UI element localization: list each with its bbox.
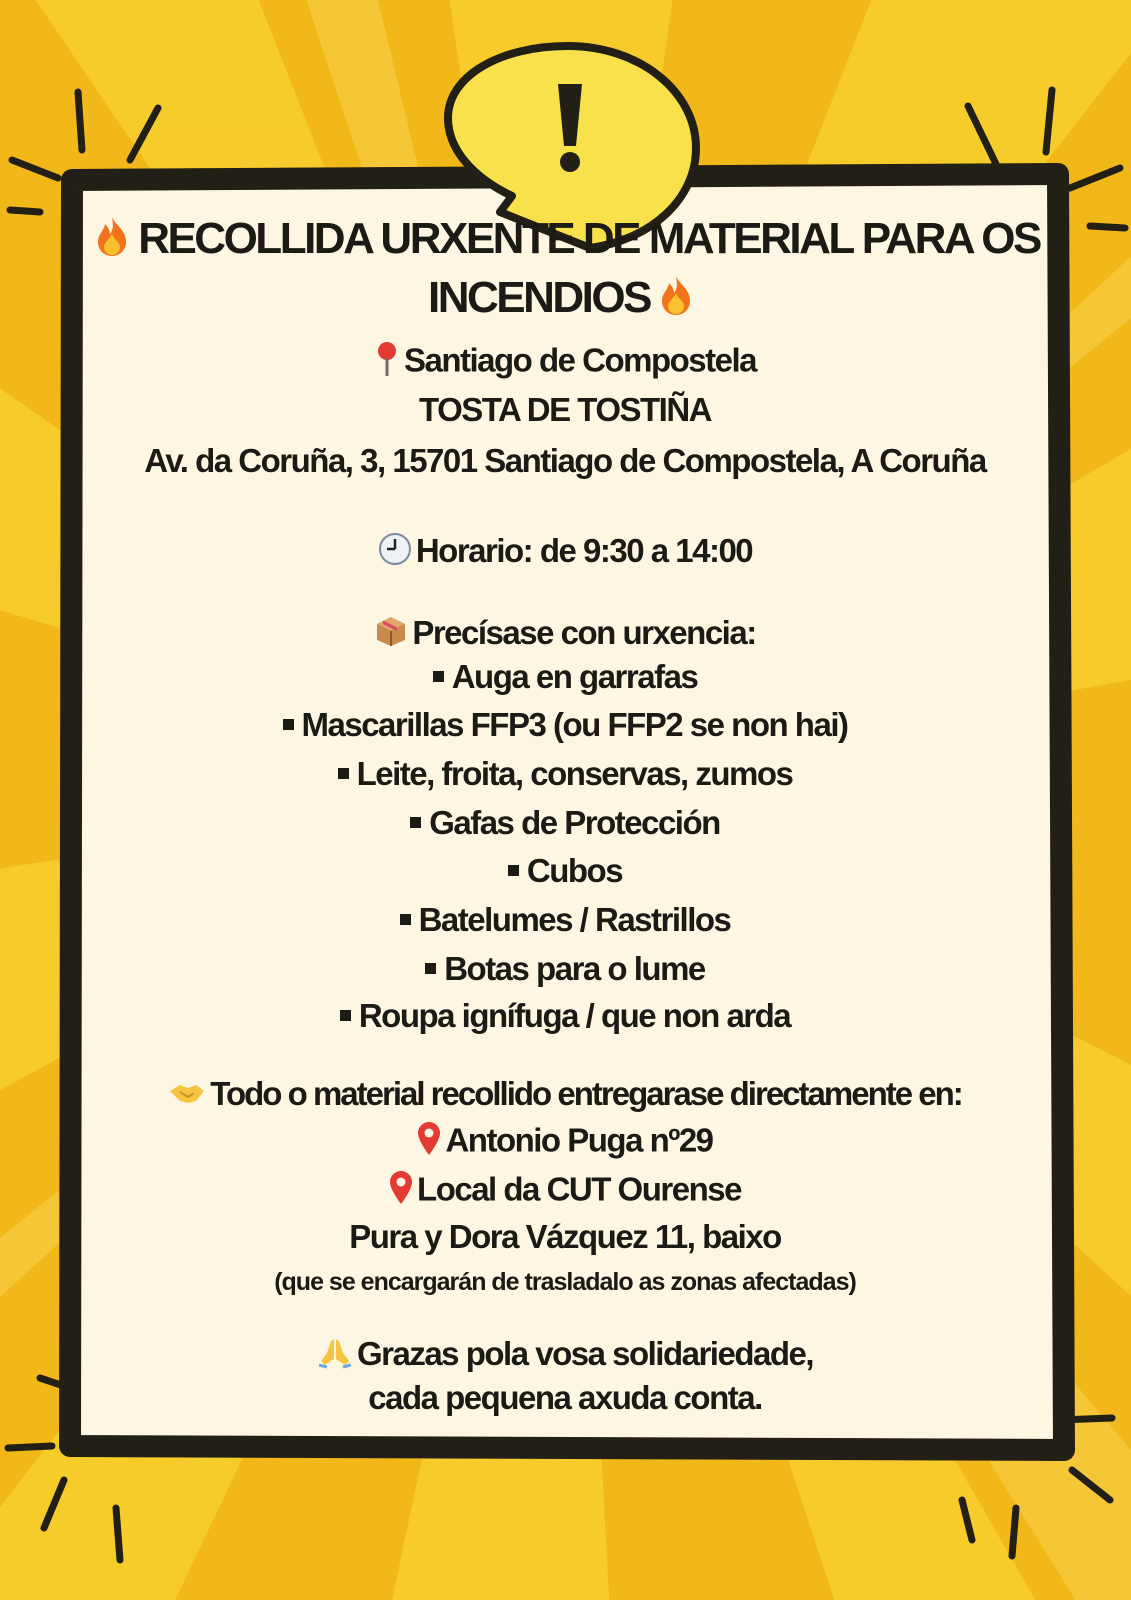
thanks-line-1	[70, 1335, 1060, 1377]
square-bullet-icon	[283, 719, 294, 730]
title-text-1: RECOLLIDA URXENTE DE MATERIAL PARA OS	[138, 214, 1040, 264]
need-item-6: Botas para o lume	[70, 950, 1060, 988]
square-bullet-icon	[400, 914, 411, 925]
need-item-4: Cubos	[70, 852, 1060, 890]
square-bullet-icon	[340, 1010, 351, 1021]
clock-icon	[378, 532, 412, 574]
square-bullet-icon	[508, 865, 519, 876]
square-bullet-icon	[425, 963, 436, 974]
delivery-address: Pura y Dora Vázquez 11, baixo	[349, 1218, 781, 1255]
need-item-0: Auga en garrafas	[70, 658, 1060, 696]
delivery-heading	[70, 1075, 1060, 1115]
package-icon	[374, 614, 408, 656]
map-pin-icon	[389, 1170, 413, 1214]
square-bullet-icon	[338, 768, 349, 779]
folded-hands-icon	[317, 1335, 353, 1377]
needs-heading-text: Precísase con urxencia:	[412, 614, 756, 651]
venue-name: TOSTA DE TOSTIÑA	[419, 391, 711, 428]
need-item-2: Leite, froita, conservas, zumos	[70, 755, 1060, 793]
round-pushpin-icon	[374, 341, 400, 385]
delivery-note: (que se encargarán de trasladalo as zonas afectadas)	[274, 1268, 856, 1296]
delivery-heading-text: Todo o material recollido entregarase directamente en:	[210, 1075, 962, 1112]
fire-icon	[654, 273, 698, 328]
handshake-icon	[168, 1077, 206, 1115]
city-text: Santiago de Compostela	[403, 341, 757, 379]
title-text-2: INCENDIOS	[428, 273, 650, 323]
thanks-line-2: cada pequena axuda conta.	[368, 1379, 762, 1416]
place-2-text: Local da CUT Ourense	[417, 1170, 741, 1208]
place-1-text: Antonio Puga nº29	[445, 1121, 713, 1159]
square-bullet-icon	[433, 671, 444, 682]
schedule	[70, 532, 1060, 574]
title-line-1	[70, 214, 1060, 269]
schedule-text: Horario: de 9:30 a 14:00	[415, 532, 753, 569]
need-item-5: Batelumes / Rastrillos	[70, 901, 1060, 939]
fire-icon	[90, 214, 134, 269]
venue-address: Av. da Coruña, 3, 15701 Santiago de Compostela, A Coruña	[144, 442, 986, 479]
need-item-7: Roupa ignífuga / que non arda	[70, 997, 1060, 1035]
need-item-3: Gafas de Protección	[70, 804, 1060, 842]
need-item-1: Mascarillas FFP3 (ou FFP2 se non hai)	[70, 706, 1060, 744]
delivery-place-1	[70, 1121, 1060, 1165]
location-city	[70, 341, 1060, 385]
map-pin-icon	[417, 1121, 441, 1165]
square-bullet-icon	[410, 817, 421, 828]
thanks-text-1: Grazas pola vosa solidariedade,	[356, 1335, 814, 1372]
title-line-2	[70, 273, 1060, 328]
needs-heading	[70, 614, 1060, 656]
delivery-place-2	[70, 1170, 1060, 1214]
